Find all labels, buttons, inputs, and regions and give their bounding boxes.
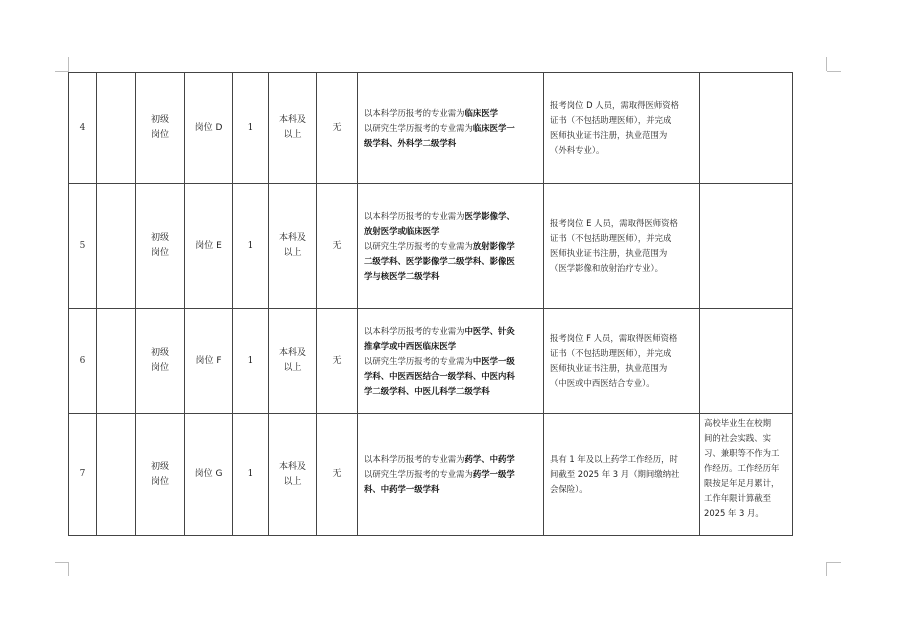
blank-cell xyxy=(97,309,136,414)
cell-text: 岗位 xyxy=(150,248,169,258)
qualification-requirement xyxy=(544,184,700,309)
education-requirement xyxy=(269,73,317,184)
cell-text: 7 xyxy=(79,469,86,479)
crop-mark xyxy=(826,57,827,71)
major-line-bold: 药学、中药学 xyxy=(464,454,515,464)
major-requirement xyxy=(358,184,544,309)
remarks xyxy=(700,414,793,536)
post-name xyxy=(185,184,233,309)
remark-line: 2025 年 3 月。 xyxy=(704,508,764,518)
remark-line: 间的社会实践、实 xyxy=(704,433,771,443)
major-requirement xyxy=(358,73,544,184)
remark-line: 工作年限计算截至 xyxy=(704,493,771,503)
cell-text: 以上 xyxy=(283,248,302,258)
major-line xyxy=(364,384,539,399)
table-row xyxy=(69,309,793,414)
crop-mark xyxy=(55,71,69,72)
cell-text: 以上 xyxy=(283,476,302,487)
major-line-prefix: 以研究生学历报考的专业需为 xyxy=(364,469,473,479)
cell-text: 岗位 E xyxy=(195,240,222,251)
crop-mark xyxy=(827,562,841,563)
blank-cell xyxy=(97,73,136,184)
major-line xyxy=(364,269,539,284)
hiring-count xyxy=(233,309,269,414)
remarks xyxy=(700,309,793,414)
blank-cell xyxy=(97,184,136,309)
qualification-line: 间截至 2025 年 3 月（期间缴纳社 xyxy=(550,469,680,479)
other-requirement xyxy=(317,184,358,309)
other-requirement xyxy=(317,73,358,184)
education-requirement xyxy=(269,184,317,309)
qualification-line: （医学影像和放射治疗专业）。 xyxy=(550,263,664,273)
crop-mark xyxy=(826,562,827,576)
major-line-bold: 学与核医学二级学科 xyxy=(364,270,440,281)
post-name xyxy=(185,73,233,184)
qualification-line: 证书（不包括助理医师），并完成 xyxy=(550,115,672,125)
table-row xyxy=(69,73,793,184)
cell-text: 1 xyxy=(247,240,254,251)
major-line-bold: 药学一级学 xyxy=(472,469,515,479)
crop-mark xyxy=(55,562,69,563)
major-line xyxy=(364,121,539,136)
major-line-bold: 科、中药学一级学科 xyxy=(364,484,440,494)
row-number xyxy=(69,414,97,536)
education-requirement xyxy=(269,309,317,414)
post-level xyxy=(136,73,185,184)
cell-text: 初级 xyxy=(150,233,169,243)
post-name xyxy=(185,414,233,536)
education-requirement xyxy=(269,414,317,536)
remark-line: 高校毕业生在校期 xyxy=(704,418,771,428)
qualification-line: 会保险）。 xyxy=(550,484,588,494)
other-requirement xyxy=(317,414,358,536)
cell-text: 岗位 D xyxy=(194,122,223,133)
major-requirement xyxy=(358,309,544,414)
major-line xyxy=(364,324,539,339)
major-line-prefix: 以研究生学历报考的专业需为 xyxy=(364,355,473,366)
cell-text: 无 xyxy=(332,469,342,479)
major-line-prefix: 以本科学历报考的专业需为 xyxy=(364,210,465,221)
qualification-line: （中医或中西医结合专业）。 xyxy=(550,378,655,388)
cell-text: 岗位 xyxy=(150,130,169,140)
cell-text: 初级 xyxy=(150,115,169,125)
major-line-bold: 临床医学 xyxy=(464,107,498,118)
cell-text: 6 xyxy=(79,355,86,366)
hiring-count xyxy=(233,414,269,536)
major-line xyxy=(364,254,539,269)
remarks xyxy=(700,184,793,309)
major-line xyxy=(364,224,539,239)
cell-text: 初级 xyxy=(150,348,169,358)
cell-text: 无 xyxy=(332,240,342,251)
qualification-line: 医师执业证书注册，执业范围为 xyxy=(550,130,668,140)
crop-mark xyxy=(68,57,69,71)
crop-mark xyxy=(68,562,69,576)
major-line-prefix: 以本科学历报考的专业需为 xyxy=(364,325,465,336)
cell-text: 无 xyxy=(332,355,342,366)
cell-text: 本科及 xyxy=(278,348,306,358)
major-line xyxy=(364,467,539,482)
major-line xyxy=(364,354,539,369)
major-line-prefix: 以本科学历报考的专业需为 xyxy=(364,454,465,464)
blank-cell xyxy=(97,414,136,536)
other-requirement xyxy=(317,309,358,414)
post-level xyxy=(136,414,185,536)
qualification-requirement xyxy=(544,73,700,184)
major-line-bold: 学二级学科、中医儿科学二级学科 xyxy=(364,385,490,396)
row-number xyxy=(69,73,97,184)
hiring-count xyxy=(233,184,269,309)
major-line-bold: 医学影像学、 xyxy=(464,210,515,221)
cell-text: 岗位 xyxy=(150,476,169,487)
qualification-line: 具有 1 年及以上药学工作经历，时 xyxy=(550,454,678,464)
major-line xyxy=(364,209,539,224)
cell-text: 初级 xyxy=(150,461,169,472)
major-line-bold: 中医学、针灸 xyxy=(464,325,515,336)
post-level xyxy=(136,309,185,414)
table-row xyxy=(69,414,793,536)
post-level xyxy=(136,184,185,309)
qualification-line: （外科专业）。 xyxy=(550,145,605,155)
qualification-line: 报考岗位 E 人员，需取得医师资格 xyxy=(550,218,678,228)
major-line-bold: 级学科、外科学二级学科 xyxy=(364,137,457,148)
cell-text: 以上 xyxy=(283,130,302,140)
cell-text: 岗位 G xyxy=(194,469,223,479)
major-requirement xyxy=(358,414,544,536)
qualification-requirement xyxy=(544,309,700,414)
major-line-bold: 临床医学一 xyxy=(472,122,515,133)
cell-text: 4 xyxy=(79,122,86,133)
cell-text: 无 xyxy=(332,122,342,133)
cell-text: 本科及 xyxy=(278,115,306,125)
remark-line: 限按足年足月累计， xyxy=(704,478,780,488)
major-line-bold: 推拿学或中西医临床医学 xyxy=(364,340,457,351)
major-line xyxy=(364,369,539,384)
cell-text: 1 xyxy=(247,469,254,479)
cell-text: 5 xyxy=(79,240,86,251)
major-line-prefix: 以本科学历报考的专业需为 xyxy=(364,107,465,118)
qualification-line: 证书（不包括助理医师），并完成 xyxy=(550,233,672,243)
major-line xyxy=(364,339,539,354)
major-line xyxy=(364,136,539,151)
remark-line: 习、兼职等不作为工 xyxy=(704,448,780,458)
qualification-requirement xyxy=(544,414,700,536)
major-line-prefix: 以研究生学历报考的专业需为 xyxy=(364,122,473,133)
major-line-bold: 放射影像学 xyxy=(472,240,515,251)
hiring-count xyxy=(233,73,269,184)
major-line-bold: 学科、中医西医结合一级学科、中医内科 xyxy=(364,370,515,381)
major-line xyxy=(364,452,539,467)
cell-text: 岗位 F xyxy=(195,355,222,366)
cell-text: 1 xyxy=(247,122,254,133)
major-line-bold: 放射医学或临床医学 xyxy=(364,225,440,236)
qualification-line: 医师执业证书注册，执业范围为 xyxy=(550,248,668,258)
qualification-line: 证书（不包括助理医师），并完成 xyxy=(550,348,672,358)
cell-text: 本科及 xyxy=(278,233,306,243)
qualification-line: 医师执业证书注册，执业范围为 xyxy=(550,363,668,373)
row-number xyxy=(69,184,97,309)
cell-text: 1 xyxy=(247,355,254,366)
major-line xyxy=(364,482,539,497)
crop-mark xyxy=(827,71,841,72)
major-line xyxy=(364,106,539,121)
major-line xyxy=(364,239,539,254)
major-line-bold: 中医学一级 xyxy=(472,355,515,366)
qualification-line: 报考岗位 F 人员，需取得医师资格 xyxy=(550,333,678,343)
table-row xyxy=(69,184,793,309)
post-name xyxy=(185,309,233,414)
major-line-prefix: 以研究生学历报考的专业需为 xyxy=(364,240,473,251)
remarks xyxy=(700,73,793,184)
cell-text: 以上 xyxy=(283,363,302,373)
remark-line: 作经历。工作经历年 xyxy=(704,463,780,473)
cell-text: 岗位 xyxy=(150,363,169,373)
row-number xyxy=(69,309,97,414)
qualification-line: 报考岗位 D 人员，需取得医师资格 xyxy=(550,100,680,110)
recruitment-table xyxy=(68,72,793,536)
cell-text: 本科及 xyxy=(278,461,306,472)
major-line-bold: 二级学科、医学影像学二级学科、影像医 xyxy=(364,255,515,266)
